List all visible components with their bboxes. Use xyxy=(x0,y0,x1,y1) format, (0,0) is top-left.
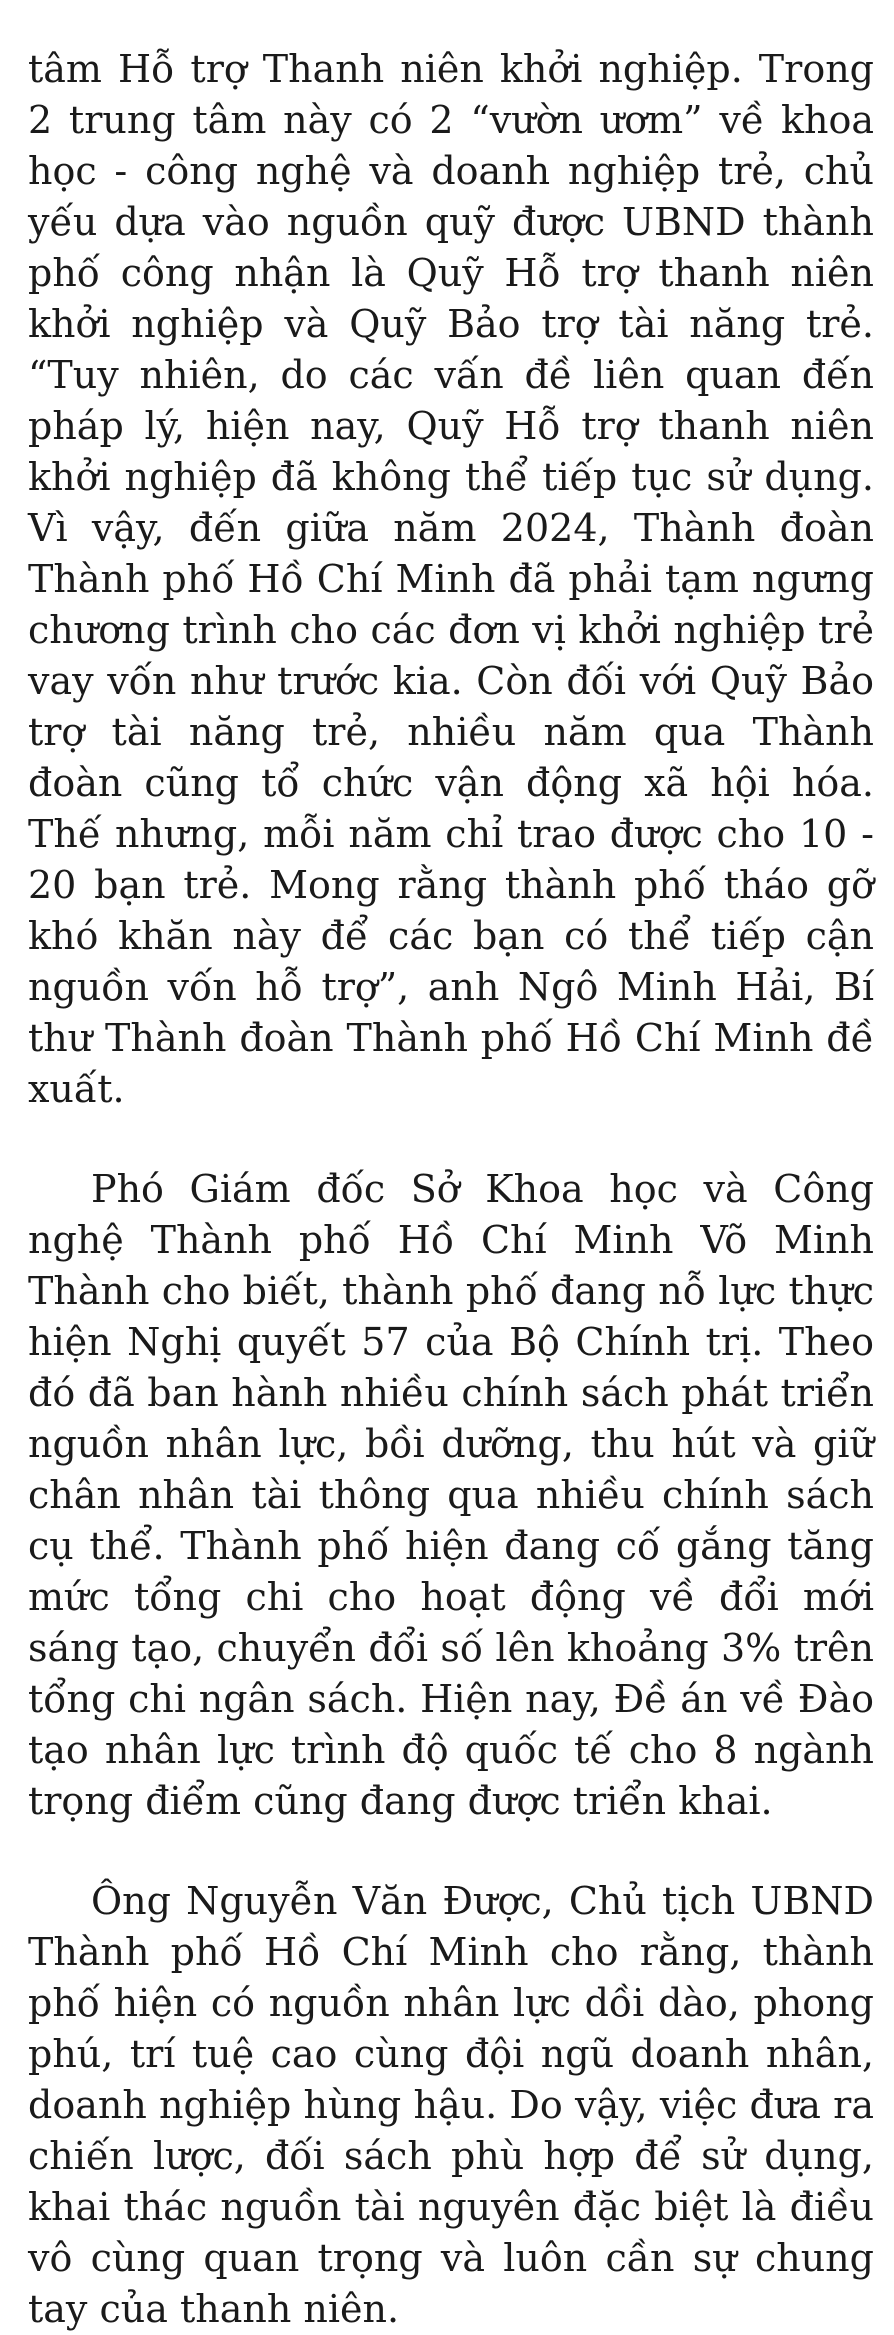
article-paragraph-chairman-statement: Ông Nguyễn Văn Được, Chủ tịch UBND Thành phố Hồ Chí Minh cho rằng, thành phố hiện có nguồn nhân lực dồi dào, phong phú, trí tuệ cao cùng đội ngũ doanh nhân, doanh nghiệp hùng hậu. Do vậy, việc đưa ra chiến lược, đối sách phù hợp để sử dụng, khai thác nguồn tài nguyên đặc biệt là điều vô cùng quan trọng và luôn cần sự chung tay của thanh niên. xyxy=(28,1879,874,2331)
article-paragraph-deputy-director-statement: Phó Giám đốc Sở Khoa học và Công nghệ Thành phố Hồ Chí Minh Võ Minh Thành cho biết, thành phố đang nỗ lực thực hiện Nghị quyết 57 của Bộ Chính trị. Theo đó đã ban hành nhiều chính sách phát triển nguồn nhân lực, bồi dưỡng, thu hút và giữ chân nhân tài thông qua nhiều chính sách cụ thể. Thành phố hiện đang cố gắng tăng mức tổng chi cho hoạt động về đổi mới sáng tạo, chuyển đổi số lên khoảng 3% trên tổng chi ngân sách. Hiện nay, Đề án về Đào tạo nhân lực trình độ quốc tế cho 8 ngành trọng điểm cũng đang được triển khai. xyxy=(28,1167,874,1823)
article-paragraph-continuation: tâm Hỗ trợ Thanh niên khởi nghiệp. Trong 2 trung tâm này có 2 “vườn ươm” về khoa học - công nghệ và doanh nghiệp trẻ, chủ yếu dựa vào nguồn quỹ được UBND thành phố công nhận là Quỹ Hỗ trợ thanh niên khởi nghiệp và Quỹ Bảo trợ tài năng trẻ. “Tuy nhiên, do các vấn đề liên quan đến pháp lý, hiện nay, Quỹ Hỗ trợ thanh niên khởi nghiệp đã không thể tiếp tục sử dụng. Vì vậy, đến giữa năm 2024, Thành đoàn Thành phố Hồ Chí Minh đã phải tạm ngưng chương trình cho các đơn vị khởi nghiệp trẻ vay vốn như trước kia. Còn đối với Quỹ Bảo trợ tài năng trẻ, nhiều năm qua Thành đoàn cũng tổ chức vận động xã hội hóa. Thế nhưng, mỗi năm chỉ trao được cho 10 - 20 bạn trẻ. Mong rằng thành phố tháo gỡ khó khăn này để các bạn có thể tiếp cận nguồn vốn hỗ trợ”, anh Ngô Minh Hải, Bí thư Thành đoàn Thành phố Hồ Chí Minh đề xuất. xyxy=(28,47,874,1111)
